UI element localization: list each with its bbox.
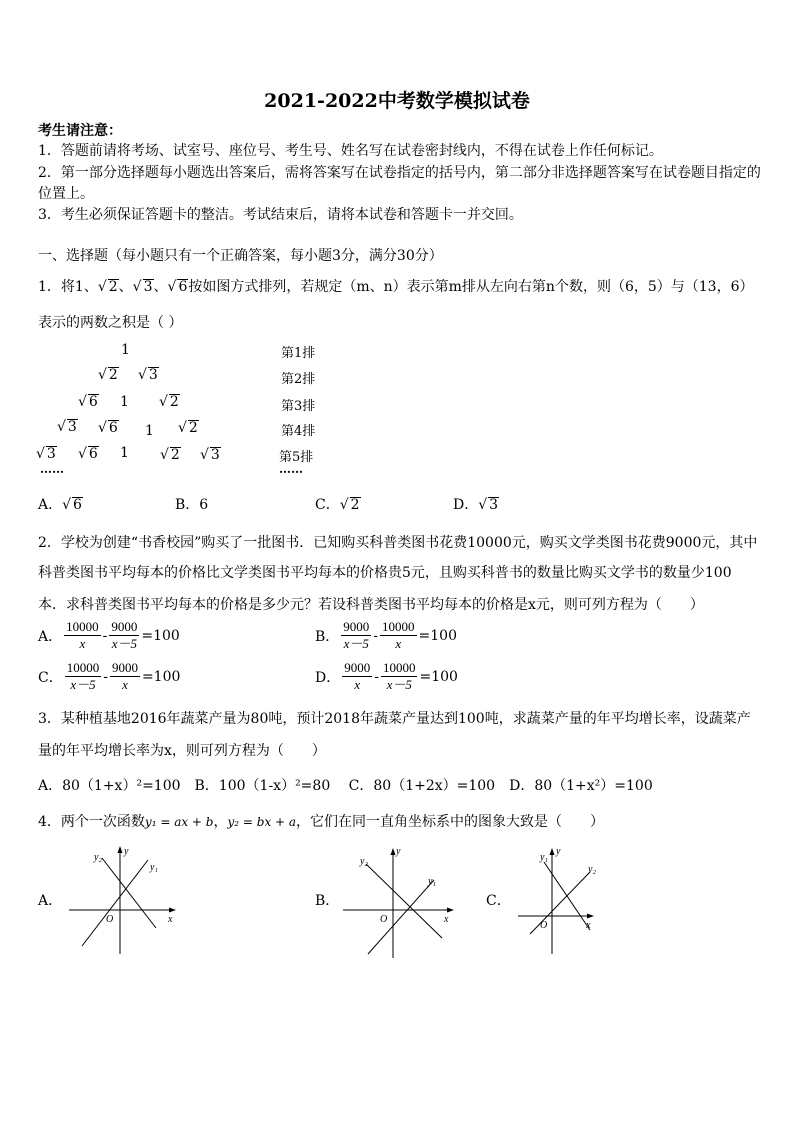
- tri-4-3: 1: [145, 423, 154, 439]
- q4-suffix: ，它们在同一直角坐标系中的图象大致是（ ）: [296, 814, 605, 830]
- section-heading: 一、选择题（每小题只有一个正确答案，每小题3分，满分30分）: [38, 248, 443, 264]
- denominator: x－5: [111, 636, 137, 651]
- q2-option-c[interactable]: C． $\frac{10000}{x-5}$ - $\frac{9000}{x}$ =100: [38, 660, 181, 692]
- q2-option-a[interactable]: A． $\frac{10000}{x}$ - $\frac{9000}{x-5}$ =100: [38, 619, 180, 651]
- tri-5-4: √ 2: [160, 447, 180, 463]
- x-label: x: [444, 914, 449, 925]
- q1-option-d-label: D．: [453, 497, 479, 513]
- denominator: x－5: [70, 677, 96, 692]
- q3-line2: 量的年平均增长率为x，则可列方程为（ ）: [38, 743, 326, 759]
- q1-suffix: 按如图方式排列，若规定（m、n）表示第m排从左向右第n个数，则（6，5）与（13，6）: [188, 279, 754, 295]
- rhs: =100: [141, 668, 181, 685]
- q4-graph-a: [64, 842, 184, 957]
- line-y1: [368, 880, 434, 954]
- tri-2-1: √ 2: [98, 367, 118, 383]
- tri-4-4: √ 2: [178, 420, 198, 436]
- q4-graph-b: [338, 842, 463, 962]
- y-label: y: [396, 846, 401, 857]
- y2-label: y₂: [360, 856, 368, 867]
- line-y1: [82, 860, 148, 946]
- tri-dots-left: ……: [40, 462, 64, 476]
- fraction: [341, 619, 371, 652]
- x-label: x: [168, 914, 173, 925]
- fraction: [380, 619, 417, 652]
- sqrt3-symbol: √ 3: [132, 279, 153, 295]
- rhs: =100: [419, 668, 458, 685]
- y2-label: y₂: [94, 852, 102, 863]
- q2-option-b-label: B．: [315, 628, 340, 645]
- notice-heading: 考生请注意：: [38, 123, 122, 139]
- q1-option-c-label: C．: [315, 497, 340, 513]
- q4-option-b-label[interactable]: B．: [315, 893, 340, 909]
- rhs: =100: [141, 627, 180, 644]
- q1-sep2: 、: [153, 279, 168, 295]
- q1-option-a-label: A．: [38, 497, 63, 513]
- numerator: 10000: [382, 619, 415, 634]
- sqrt2-symbol: √ 2: [97, 279, 118, 295]
- row-label-1: 第1排: [281, 346, 316, 361]
- q4-option-a-label[interactable]: A．: [38, 893, 63, 909]
- q1-line1: [38, 276, 753, 296]
- notice-item-3: 3．考生必须保证答题卡的整洁。考试结束后，请将本试卷和答题卡一并交回。: [38, 207, 523, 223]
- q4-option-c-label[interactable]: C．: [486, 893, 511, 909]
- q2-line2: 科普类图书平均每本的价格比文学类图书平均每本的价格贵5元，且购买科普书的数量比购买文学书的数量少100: [38, 565, 732, 581]
- tri-4-2: √ 6: [98, 420, 118, 436]
- tri-3-3: √ 2: [159, 394, 179, 410]
- q1-option-a[interactable]: A．√ 6: [38, 497, 82, 513]
- q2-line3: 本．求科普类图书平均每本的价格是多少元？若设科普类图书平均每本的价格是x元，则可列方程为（ ）: [38, 597, 704, 613]
- tri-5-5: √ 3: [200, 447, 220, 463]
- q2-option-d-label: D．: [315, 669, 341, 686]
- numerator: 10000: [66, 619, 99, 634]
- y2-label: y₂: [588, 864, 596, 875]
- notice-item-2: 2．第一部分选择题每小题选出答案后，需将答案写在试卷指定的括号内，第二部分非选择题答案写在试卷题目指定的: [38, 165, 761, 181]
- numerator: 9000: [111, 660, 138, 675]
- q2-option-d[interactable]: D． $\frac{9000}{x}$ - $\frac{10000}{x-5}$ =100: [315, 660, 458, 692]
- sqrt6-symbol: √ 6: [167, 279, 188, 295]
- denominator: x－5: [386, 677, 412, 692]
- q4-graph-c: [516, 842, 601, 957]
- fraction: [65, 660, 102, 693]
- numerator: 9000: [343, 619, 370, 634]
- origin-label: O: [540, 920, 548, 931]
- q4-function-2: y₂ = bx + a: [227, 815, 297, 829]
- q1-option-c[interactable]: C．√ 2: [315, 497, 360, 513]
- q3-options[interactable]: A．80（1+x）²=100 B．100（1-x）²=80 C．80（1+2x）=100 D．80（1+x²）=100: [38, 778, 653, 794]
- y1-label: y₁: [540, 852, 548, 863]
- y1-label: y₁: [150, 862, 158, 873]
- y-arrow-icon: [550, 848, 555, 855]
- fraction: [381, 660, 418, 693]
- origin-label: O: [380, 914, 388, 925]
- y-arrow-icon: [118, 846, 123, 853]
- row-label-5: 第5排: [279, 450, 314, 465]
- y-label: y: [556, 846, 561, 857]
- tri-dots-right: ……: [279, 462, 303, 476]
- x-arrow-icon: [447, 908, 454, 913]
- y-label: y: [124, 846, 129, 857]
- notice-item-1: 1．答题前请将考场、试室号、座位号、考生号、姓名写在试卷密封线内，不得在试卷上作任何标记。: [38, 143, 663, 159]
- numerator: 9000: [111, 619, 138, 634]
- numerator: 9000: [344, 660, 371, 675]
- x-label: x: [586, 920, 591, 931]
- row-label-2: 第2排: [281, 372, 316, 387]
- fraction: [109, 619, 139, 652]
- q2-option-c-label: C．: [38, 669, 63, 686]
- row-label-3: 第3排: [281, 399, 316, 414]
- q1-option-d[interactable]: D．√ 3: [453, 497, 499, 513]
- q1-sep1: 、: [118, 279, 133, 295]
- notice-item-2-cont: 位置上。: [38, 186, 94, 202]
- rhs: =100: [418, 627, 457, 644]
- tri-5-3: 1: [120, 445, 129, 461]
- x-arrow-icon: [169, 908, 176, 913]
- origin-label: O: [106, 914, 114, 925]
- row-label-4: 第4排: [281, 424, 316, 439]
- q1-prefix: 1．将1、: [38, 279, 98, 295]
- q4-comma: ，: [213, 814, 228, 830]
- numerator: 10000: [382, 660, 416, 675]
- denominator: x: [395, 636, 402, 651]
- numerator: 10000: [66, 660, 100, 675]
- tri-2-2: √ 3: [138, 367, 158, 383]
- fraction: [64, 619, 101, 652]
- fraction: [110, 660, 140, 693]
- tri-3-1: √ 6: [78, 394, 98, 410]
- y1-label: y₁: [428, 876, 436, 887]
- q2-line1: 2．学校为创建“书香校园”购买了一批图书．已知购买科普类图书花费10000元，购买文学类图书花费9000元，其中: [38, 535, 758, 551]
- q4-function-1: y₁ = ax + b: [144, 815, 214, 829]
- q2-option-b[interactable]: B． $\frac{9000}{x-5}$ - $\frac{10000}{x}$ =100: [315, 619, 457, 651]
- tri-1-1: 1: [121, 342, 130, 358]
- q1-option-b[interactable]: B．6: [175, 497, 209, 513]
- denominator: x: [354, 677, 361, 692]
- denominator: x: [79, 636, 86, 651]
- q3-line1: 3．某种植基地2016年蔬菜产量为80吨，预计2018年蔬菜产量达到100吨，求蔬菜产量的年平均增长率，设蔬菜产: [38, 711, 751, 727]
- q1-line2: 表示的两数之积是（ ）: [38, 315, 183, 331]
- tri-4-1: √ 3: [57, 419, 77, 435]
- tri-5-1: √ 3: [36, 446, 56, 462]
- tri-3-2: 1: [120, 394, 129, 410]
- page-title: 2021-2022中考数学模拟试卷: [264, 90, 530, 112]
- q2-option-a-label: A．: [38, 628, 63, 645]
- fraction: [342, 660, 372, 693]
- x-arrow-icon: [587, 914, 594, 919]
- q4-prefix: 4．两个一次函数: [38, 814, 145, 830]
- denominator: x: [122, 677, 128, 692]
- denominator: x－5: [343, 636, 369, 651]
- y-arrow-icon: [391, 848, 396, 855]
- line-y2: [530, 872, 590, 934]
- q4-line1: [38, 811, 604, 831]
- tri-5-2: √ 6: [78, 446, 98, 462]
